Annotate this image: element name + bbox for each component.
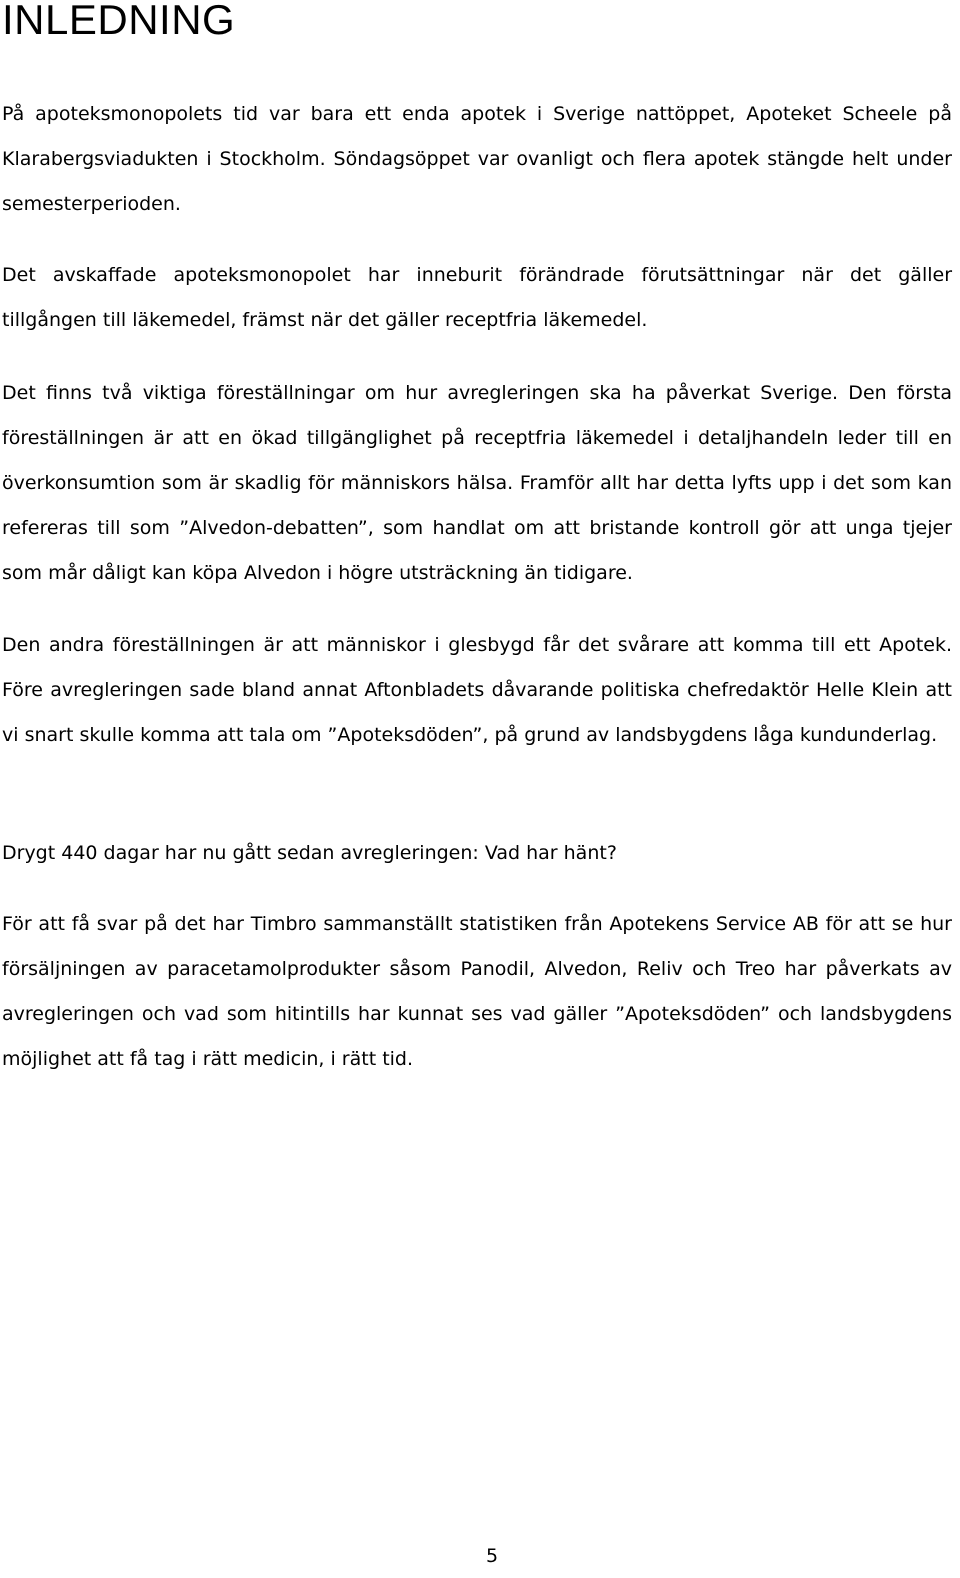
paragraph-5: Drygt 440 dagar har nu gått sedan avregleringen: Vad har hänt? [2, 842, 617, 864]
paragraph-2: Det avskaffade apoteksmonopolet har inneburit förändrade förutsättningar när det gäller tillgången till läkemedel, främst när det gäller receptfria läkemedel. [2, 264, 952, 331]
page-number: 5 [485, 1545, 499, 1567]
paragraph-1: På apoteksmonopolets tid var bara ett enda apotek i Sverige nattöppet, Apoteket Scheele på Klarabergsviadukten i Stockholm. Söndagsöppet var ovanligt och flera apotek stängde helt under semesterperioden. [2, 103, 952, 215]
paragraph-4: Den andra föreställningen är att människor i glesbygd får det svårare att komma till ett Apotek. Före avregleringen sade bland annat Aftonbladets dåvarande politiska chefredaktör Helle Klein att vi snart skulle komma att tala om ”Apoteksdöden”, på grund av landsbygdens låga kundunderlag. [2, 634, 952, 746]
section-heading: INLEDNING [2, 0, 236, 43]
paragraph-3: Det finns två viktiga föreställningar om hur avregleringen ska ha påverkat Sverige. Den första föreställningen är att en ökad tillgänglighet på receptfria läkemedel i detaljhandeln leder till en överkonsumtion som är skadlig för människors hälsa. Framför allt har detta lyfts upp i det som kan refereras till som ”Alvedon-debatten”, som handlat om att bristande kontroll gör att unga tjejer som mår dåligt kan köpa Alvedon i högre utsträckning än tidigare. [2, 382, 952, 584]
paragraph-6: För att få svar på det har Timbro sammanställt statistiken från Apotekens Service AB för att se hur försäljningen av paracetamolprodukter såsom Panodil, Alvedon, Reliv och Treo har påverkats av avregleringen och vad som hitintills har kunnat ses vad gäller ”Apoteksdöden” och landsbygdens möjlighet att få tag i rätt medicin, i rätt tid. [2, 913, 952, 1070]
